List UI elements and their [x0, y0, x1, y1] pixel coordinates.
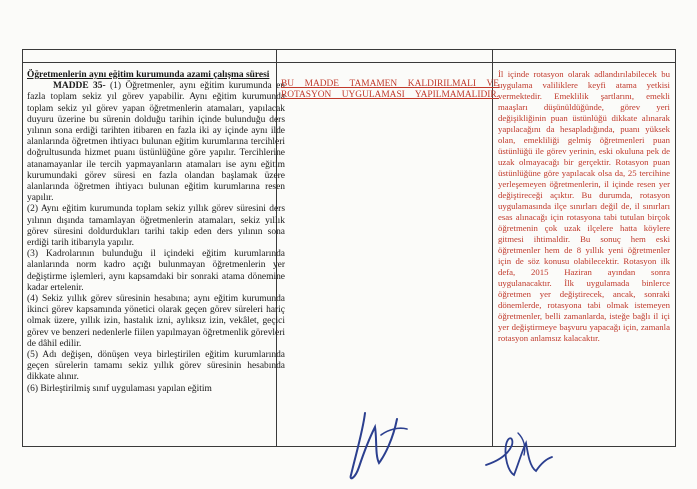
article-paragraph-5: (5) Adı değişen, dönüşen veya birleştirilen eğitim kurumlarında geçen sürelerin tamamı sekiz yıllık görev süresinin hesabında dikkate alınır. [27, 350, 285, 383]
justification-cell [498, 69, 670, 344]
regulation-text-cell [27, 70, 285, 395]
table-left-border [22, 49, 23, 447]
signature-right [478, 425, 558, 485]
signature-left [335, 405, 425, 485]
article-paragraph-6: (6) Birleştirilmiş sınıf uygulaması yapılan eğitim [27, 383, 212, 394]
header-row-border [22, 62, 676, 63]
proposal-cell [281, 79, 499, 102]
article-number: MADDE 35- [53, 81, 106, 92]
article-paragraph-4: (4) Sekiz yıllık görev süresinin hesabına; aynı eğitim kurumunda ikinci görev kapsamında yönetici olarak geçen görev süreleri hariç olmak üzere, yıllık izin, hastalık izni, aylıksız izin, vekâlet, geçici görev ve benzeri nedenlerle fiilen yapılmayan öğretmenlik görevleri de dâhil edilir. [27, 294, 285, 349]
article-paragraph-3: (3) Kadrolarının bulunduğu il içindeki eğitim kurumlarında alanlarında norm kadro açığı bulunmayan öğretmenlerin yer değiştirme işlemleri, aynı kapsamdaki bir sonraki atama dönemine kadar ertelenir. [27, 249, 285, 293]
table-right-border [675, 49, 676, 447]
column-divider-2 [492, 49, 493, 447]
comparison-table [22, 49, 676, 447]
justification-text: İl içinde rotasyon olarak adlandırılabilecek bu uygulama valiliklere keyfi atama yetkisi vermektedir. Emeklilik şartlarını, emekli maaşları düşünüldüğünde, görev yeri değişikliğinin puan üstünlüğü dikkate alınarak yapılacağını da hesapladığında, puanı yüksek olan, emekliliği gelmiş öğretmenleri puan üstünlüğü ile görev yerinin, eski okuluna pek de uzak olmayacağı bir gerçektir. Rotasyon puan üstünlüğüne göre yapılacak olsa da, 25 tercihine yerleşemeyen öğretmenlerin, il içinde resen yer değiştireceği açıktır. Bu durumda, rotasyon uygulamasında ilçe sınırları değil de, il sınırları esas alınacağı için rotasyona tabi tutulan birçok öğretmenin çok uzak ilçelere hatta köylere gitmesi ihtimaldir. Bu sonuç hem eski öğretmenler hem de 8 yıllık yeni öğretmenler için de söz konusu olabilecektir. Rotasyon ilk defa, 2015 Haziran ayından sonra uygulanacaktır. İlk uygulamada binlerce öğretmen yer değiştirecek, ancak, sonraki dönemlerde, rotasyona tabi olmak istemeyen öğretmenler, belli zamanlarda, isteğe bağlı il içi yer değiştirmeye başvuru yapacağı için, zamanla rotasyon anlamsız kalacaktır. [498, 69, 670, 344]
article-title: Öğretmenlerin aynı eğitim kurumunda azami çalışma süresi [27, 70, 270, 80]
table-top-border [22, 49, 676, 50]
article-paragraph-1: MADDE 35- (1) Öğretmenler, aynı eğitim kurumunda en fazla toplam sekiz yıl görev yapabilir. Aynı eğitim kurumunda toplam sekiz yıl görev yapan öğretmenlerin atamaları, yapılacak duyuru üzerine bu sürenin dolduğu tarihin içinde bulunduğu ders yılının sona erdiği tarihten itibaren en fazla iki ay içinde aynı ilde alanlarında öğretmen ihtiyacı bulunan eğitim kurumlarına tercihleri doğrultusunda hizmet puanı üstünlüğüne göre yapılır. Tercihlerine atanamayanlar ile tercih yapmayanların atamaları ise aynı eğitim kurumundaki görev süresi en fazla olandan başlamak üzere alanlarında öğretmen ihtiyacı bulunan eğitim kurumlarına resen yapılır. [27, 81, 285, 204]
proposal-text: BU MADDE TAMAMEN KALDIRILMALI VE ROTASYON UYGULAMASI YAPILMAMALIDIR. [281, 79, 499, 101]
article-paragraph-2: (2) Aynı eğitim kurumunda toplam sekiz yıllık görev süresini ders yılının dışında tamamlayan öğretmenlerin atamaları, sekiz yıllık görev süresini doldurdukları tarihi takip eden ders yılının sona erdiği tarih itibarıyla yapılır. [27, 204, 285, 249]
